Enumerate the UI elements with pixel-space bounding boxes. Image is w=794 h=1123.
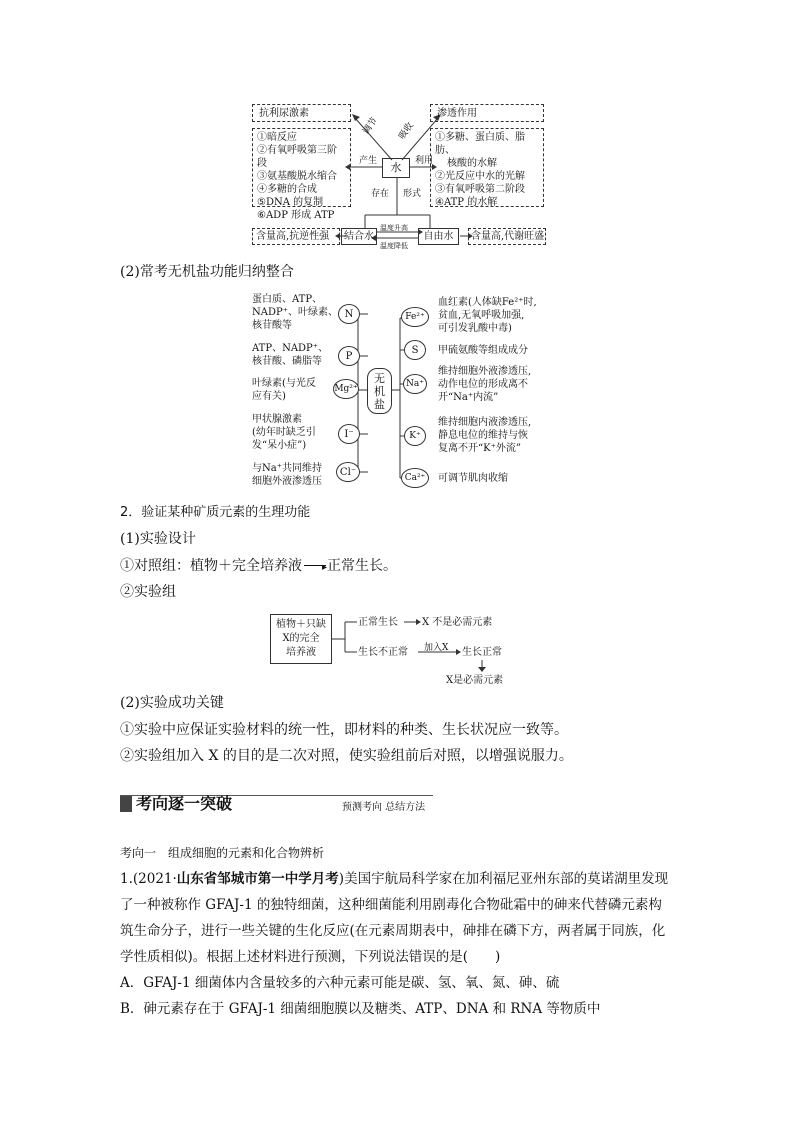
produce-item: ⑥ADP 形成 ATP <box>257 210 335 221</box>
not-essential-label: X 不是必需元素 <box>422 617 493 628</box>
salt-desc: 叶绿素(与光反 <box>252 378 316 389</box>
ion-label: S <box>411 344 419 356</box>
salt-desc: 核苷酸等 <box>252 320 292 331</box>
adh-label: 抗利尿激素 <box>259 108 309 119</box>
salt-desc: 甲状腺激素 <box>252 414 302 425</box>
use-label: 利用 <box>415 156 434 166</box>
option-b: B．砷元素存在于 GFAJ-1 细菌细胞膜以及糖类、ATP、DNA 和 RNA 等物质中 <box>120 1001 601 1017</box>
salt-desc: (幼年时缺乏引 <box>252 427 316 438</box>
subheading-key: (2)实验成功关键 <box>120 695 224 711</box>
experiment-box-line: 植物＋只缺 <box>276 619 326 630</box>
salt-desc: 血红素(人体缺Fe²⁺时, <box>438 297 537 308</box>
bound-feature-label: 含量高,抗逆性强 <box>256 231 330 242</box>
use-item: ①多糖、蛋白质、脂肪、 <box>435 132 525 156</box>
ion-label: N <box>344 308 354 320</box>
ion-label: Ca²⁺ <box>404 473 426 483</box>
question-line: 学性质相似)。根据上述材料进行预测，下列说法错误的是( ) <box>120 949 501 965</box>
recovered-growth-label: 生长正常 <box>462 647 502 658</box>
add-x-label: 加入X <box>424 643 449 653</box>
question-source: 山东省邹城市第一中学月考 <box>176 871 339 887</box>
section-2-title: (2)常考无机盐功能归纳整合 <box>120 264 294 280</box>
produce-item: ①暗反应 <box>257 132 297 143</box>
salt-desc: 甲硫氨酸等组成成分 <box>438 345 528 356</box>
experiment-box-line: X的完全 <box>282 633 320 644</box>
ion-label: Na⁺ <box>406 379 424 389</box>
ion-label: P <box>345 350 353 362</box>
salt-desc: 静息电位的维持与恢 <box>438 430 528 441</box>
produce-item: ⑤DNA 的复制 <box>257 197 324 208</box>
use-item: ③有氧呼吸第二阶段 <box>435 184 525 195</box>
salt-desc: 贫血,无氧呼吸加强, <box>438 310 525 321</box>
salt-center-char: 机 <box>374 385 385 398</box>
banner-title: 考向逐一突破 <box>136 794 233 813</box>
salt-center-char: 盐 <box>374 398 385 411</box>
question-text: )美国宇航局科学家在加利福尼亚州东部的莫诺湖里发现 <box>338 871 669 887</box>
abnormal-growth-label: 生长不正常 <box>358 647 408 658</box>
option-a: A．GFAJ-1 细菌体内含量较多的六种元素可能是碳、氢、氧、氮、砷、硫 <box>120 975 560 991</box>
produce-item: ④多糖的合成 <box>257 184 317 195</box>
question-source-prefix: 1.(2021· <box>120 871 177 887</box>
heading-2: 2．验证某种矿质元素的生理功能 <box>120 505 311 520</box>
ion-label: Fe²⁺ <box>405 312 425 322</box>
banner-marker-icon <box>120 796 132 812</box>
control-result-text: 正常生长。 <box>327 558 398 574</box>
question-line <box>120 869 668 889</box>
salt-desc: NADP⁺、叶绿素、 <box>252 307 338 318</box>
exist-label: 存在 <box>371 189 390 199</box>
salt-desc: 核苷酸、磷脂等 <box>252 356 322 367</box>
salt-desc: 复离不开“K⁺外流” <box>438 443 521 454</box>
ion-label: K⁺ <box>409 431 421 441</box>
salt-desc: ATP、NADP⁺、 <box>252 343 329 354</box>
salt-desc: 可引发乳酸中毒) <box>438 323 512 334</box>
salt-desc: 开“Na⁺内流” <box>438 392 499 403</box>
arrow-head-icon: ▸ <box>322 562 328 573</box>
question-line: 筑生命分子，进行一些关键的生化反应(在元素周期表中，砷排在磷下方，两者属于同族，化 <box>120 923 666 939</box>
salt-desc: 蛋白质、ATP、 <box>252 294 323 305</box>
form-label: 形式 <box>403 189 422 199</box>
control-group-text: ①对照组：植物＋完全培养液 <box>120 558 302 574</box>
regulate-label: 调节 <box>361 115 380 137</box>
salt-desc: 可调节肌肉收缩 <box>438 473 508 484</box>
use-item: ②光反应中水的光解 <box>435 171 525 182</box>
produce-item: ②有氧呼吸第三阶段 <box>257 145 337 169</box>
ion-label: Mg²⁺ <box>334 384 358 394</box>
temp-down-label: 温度降低 <box>380 242 408 250</box>
salt-desc: 细胞外液渗透压 <box>252 476 322 487</box>
key-point-2: ②实验组加入 X 的目的是二次对照，使实验组前后对照，以增强说服力。 <box>120 748 573 764</box>
use-item: ④ATP 的水解 <box>435 197 498 208</box>
banner-subtitle: 预测考向 总结方法 <box>342 802 426 813</box>
salt-center-char: 无 <box>374 372 385 385</box>
salt-desc: 维持细胞外液渗透压, <box>438 366 532 377</box>
free-feature-label: 含量高,代谢旺盛 <box>471 231 545 242</box>
produce-label: 产生 <box>359 156 378 166</box>
free-water-label: 自由水 <box>423 231 454 242</box>
ion-label: I⁻ <box>344 428 354 440</box>
temp-up-label: 温度升高 <box>380 224 408 232</box>
absorb-label: 吸收 <box>397 120 416 142</box>
ion-label: Cl⁻ <box>339 466 357 478</box>
direction-1-heading: 考向一 组成细胞的元素和化合物辨析 <box>120 846 325 860</box>
normal-growth-label: 正常生长 <box>358 617 398 628</box>
essential-label: X是必需元素 <box>446 675 504 686</box>
subheading-design: (1)实验设计 <box>120 531 196 547</box>
water-label: 水 <box>390 161 402 174</box>
salt-desc: 维持细胞内液渗透压, <box>438 417 532 428</box>
experiment-group-label: ②实验组 <box>120 584 176 600</box>
experiment-box <box>270 614 332 664</box>
question-line: 了一种被称作 GFAJ-1 的独特细菌，这种细菌能利用剧毒化合物砒霜中的砷来代替磷元素构 <box>120 897 662 913</box>
produce-item: ③氨基酸脱水缩合 <box>257 171 337 182</box>
salt-desc: 应有关) <box>252 391 286 402</box>
experiment-box-line: 培养液 <box>286 647 316 658</box>
key-point-1: ①实验中应保证实验材料的统一性，即材料的种类、生长状况应一致等。 <box>120 722 568 738</box>
salt-desc: 动作电位的形成离不 <box>438 379 528 390</box>
salt-desc: 与Na⁺共同维持 <box>252 463 322 474</box>
use-item: 核酸的水解 <box>447 158 497 169</box>
bound-water-label: 结合水 <box>344 231 374 242</box>
osmosis-label: 渗透作用 <box>437 108 477 119</box>
salt-desc: 发“呆小症”) <box>252 440 307 451</box>
